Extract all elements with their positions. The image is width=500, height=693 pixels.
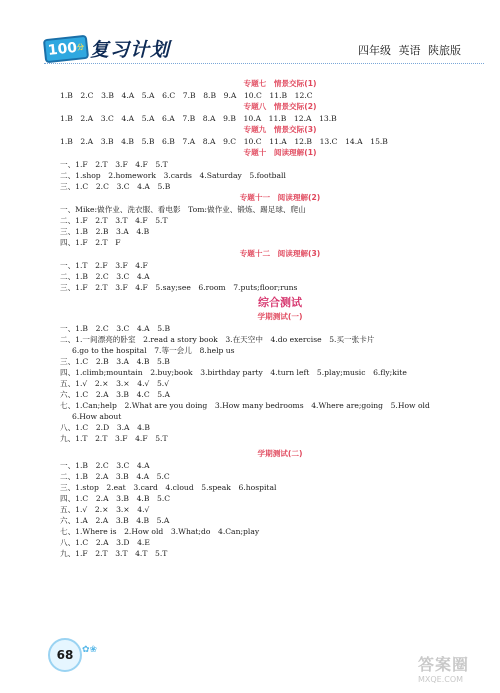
answer-line: 一、1.B 2.C 3.C 4.A 5.B [60,324,171,333]
watermark [418,652,498,692]
answer-line: 二、1.B 2.A 3.B 4.A 5.C [60,472,170,481]
answer-line: 五、1.√ 2.× 3.× 4.√ 5.√ [60,379,170,388]
subject-label: 英语 [398,44,421,57]
answer-line: 二、1.shop 2.homework 3.cards 4.Saturday 5.football [60,171,286,180]
section-heading: 专题十二 阅读理解(3) [239,249,321,258]
section-heading: 专题七 情景交际(1) [243,79,317,88]
answer-line: 九、1.F 2.T 3.T 4.T 5.T [60,549,168,558]
answer-line: 八、1.C 2.D 3.A 4.B [60,423,150,432]
logo-badge [43,35,89,63]
grade-label: 四年级 [358,44,391,57]
grade-subject-info [358,42,461,58]
page-header [0,0,500,70]
flower-decoration-icon: ✿❀ [82,645,98,655]
answer-line: 1.B 2.A 3.B 4.B 5.B 6.B 7.A 8.A 9.C 10.C 11.A 12.B 13.C 14.A 15.B [60,137,388,146]
answer-line: 五、1.√ 2.× 3.× 4.√ [60,505,150,514]
answer-line: 1.B 2.C 3.B 4.A 5.A 6.C 7.B 8.B 9.A 10.C 11.B 12.C [60,91,313,100]
answer-line: 一、Mike:做作业、洗衣服、看电影 Tom:做作业、锻炼、踢足球、爬山 [60,205,306,214]
section-heading: 专题八 情景交际(2) [243,102,317,111]
section-heading: 专题十一 阅读理解(2) [239,193,321,202]
answer-line: 二、1.一间漂亮的卧室 2.read a story book 3.在天空中 4.do exercise 5.买一张卡片 [60,335,375,344]
answer-line: 三、1.stop 2.eat 3.card 4.cloud 5.speak 6.hospital [60,483,277,492]
watermark-logo-text: 答案圈 [418,655,470,674]
logo-small-text: 分 [76,43,85,52]
header-divider [44,63,484,64]
book-title: 复习计划 [90,39,171,61]
section-heading: 专题九 情景交际(3) [243,125,317,134]
answer-line: 6.go to the hospital 7.等一会儿 8.help us [72,346,235,355]
answer-line: 七、1.Can;help 2.What are you doing 3.How many bedrooms 4.Where are;going 5.How old [60,401,430,410]
answer-line: 1.B 2.A 3.C 4.A 5.A 6.A 7.B 8.A 9.B 10.A 11.B 12.A 13.B [60,114,337,123]
answer-line: 一、1.B 2.C 3.C 4.A [60,461,150,470]
watermark-url: MXQE.COM [418,675,464,684]
logo-number: 100 [47,39,78,59]
answer-line: 三、1.C 2.C 3.C 4.A 5.B [60,182,171,191]
answer-line: 四、1.climb;mountain 2.buy;book 3.birthday party 4.turn left 5.play;music 6.fly;kite [60,368,407,377]
answer-line: 七、1.Where is 2.How old 3.What;do 4.Can;play [60,527,260,536]
edition-label: 陕旅版 [428,44,461,57]
answer-line: 三、1.F 2.T 3.F 4.F 5.say;see 6.room 7.puts;floor;runs [60,283,298,292]
answer-line: 九、1.T 2.T 3.F 4.F 5.T [60,434,168,443]
answer-content [60,78,480,559]
answer-line: 一、1.T 2.F 3.F 4.F [60,261,148,270]
answer-line: 四、1.F 2.T F [60,238,121,247]
part-title: 综合测试 [258,296,302,309]
answer-line: 二、1.B 2.C 3.C 4.A [60,272,150,281]
answer-line: 六、1.A 2.A 3.B 4.B 5.A [60,516,170,525]
section-heading: 专题十 阅读理解(1) [243,148,317,157]
answer-line: 一、1.F 2.T 3.F 4.F 5.T [60,160,168,169]
answer-line: 二、1.F 2.T 3.T 4.F 5.T [60,216,168,225]
answer-line: 八、1.C 2.A 3.D 4.E [60,538,150,547]
answer-line: 6.How about [72,412,122,421]
answer-line: 四、1.C 2.A 3.B 4.B 5.C [60,494,171,503]
answer-line: 六、1.C 2.A 3.B 4.C 5.A [60,390,170,399]
section-heading: 学期测试(二) [257,449,303,458]
section-heading: 学期测试(一) [257,312,303,321]
answer-line: 三、1.B 2.B 3.A 4.B [60,227,150,236]
answer-line: 三、1.C 2.B 3.A 4.B 5.B [60,357,170,366]
page-number: 68 [48,638,82,672]
